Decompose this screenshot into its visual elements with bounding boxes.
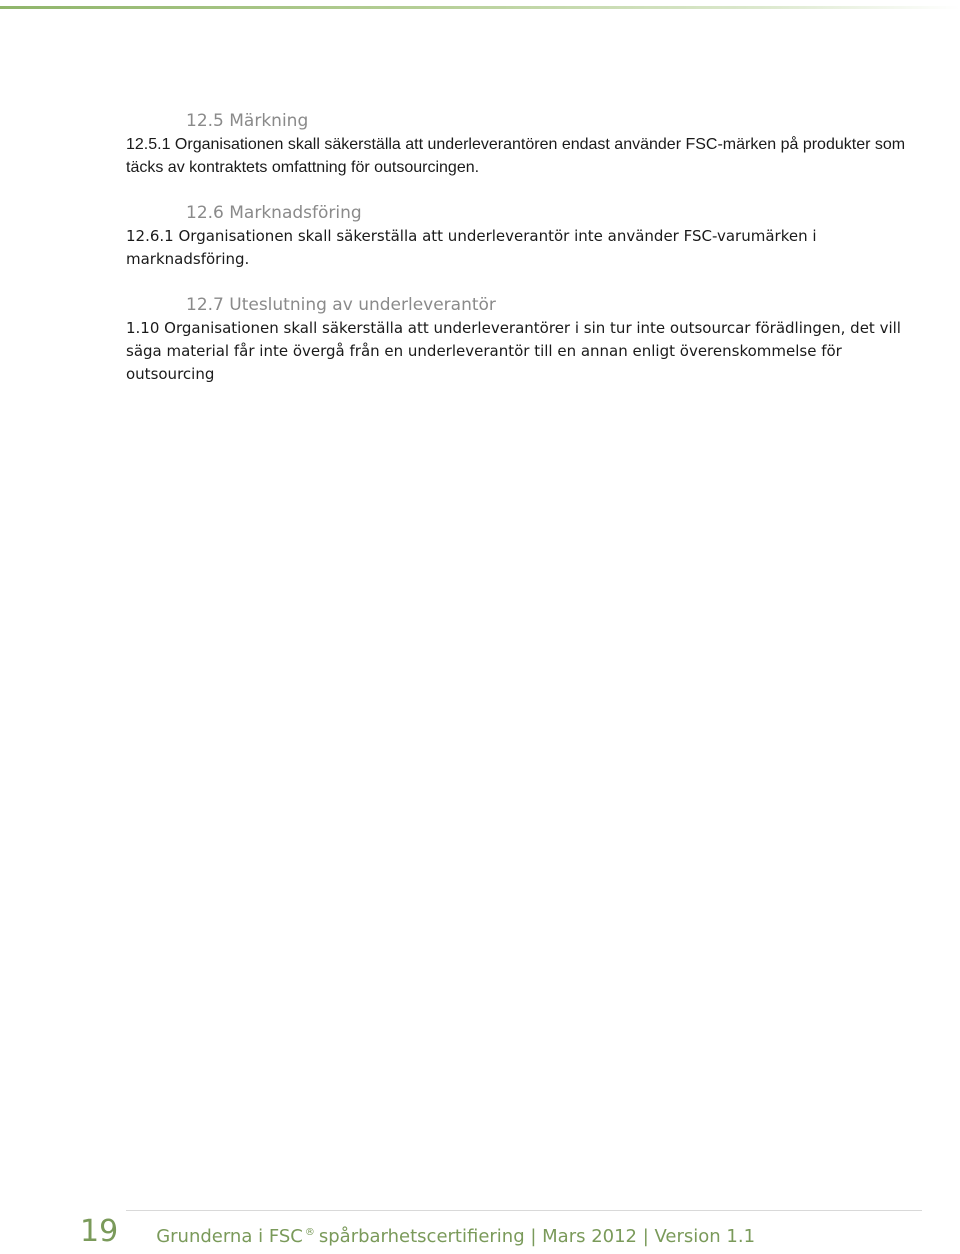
page-number: 19 xyxy=(80,1214,119,1249)
section-12-5 xyxy=(126,109,926,179)
section-12-6 xyxy=(126,201,926,271)
section-heading: 12.6 Marknadsföring xyxy=(186,203,362,223)
section-heading: 12.5 Märkning xyxy=(186,111,309,131)
page-footer xyxy=(80,1214,940,1250)
section-paragraph: 1.10 Organisationen skall säkerställa att underleverantörer i sin tur inte outsourcar förädlingen, det vill säga material får inte övergå från en underleverantör till en annan enligt överenskommelse för outsourcing xyxy=(126,319,901,383)
section-paragraph: 12.5.1 Organisationen skall säkerställa att underleverantören endast använder FSC-märken på produkter som täcks av kontraktets omfattning för outsourcingen. xyxy=(126,136,906,176)
footer-rule xyxy=(126,1210,922,1211)
registered-mark: ® xyxy=(304,1227,315,1238)
footer-doc-title xyxy=(156,1220,755,1250)
footer-title-post: spårbarhetscertifiering | Mars 2012 | Version 1.1 xyxy=(318,1226,756,1247)
section-paragraph: 12.6.1 Organisationen skall säkerställa att underleverantör inte använder FSC-varumärken i marknadsföring. xyxy=(126,227,817,268)
section-heading: 12.7 Uteslutning av underleverantör xyxy=(186,295,496,315)
footer-title-pre: Grunderna i FSC xyxy=(156,1226,303,1247)
top-accent-rule xyxy=(0,6,960,9)
section-12-7 xyxy=(126,293,926,386)
